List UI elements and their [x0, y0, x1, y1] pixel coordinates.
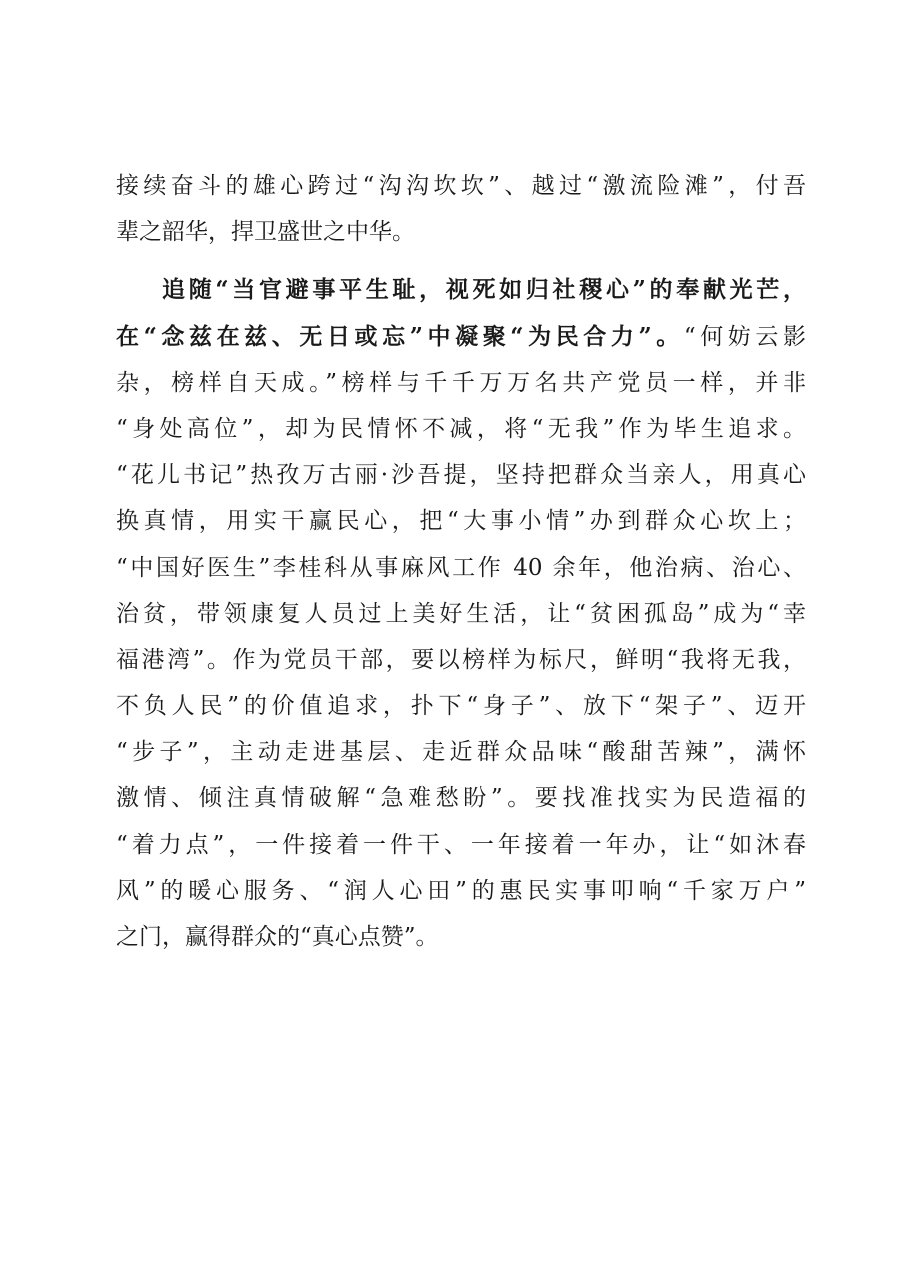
paragraph-line: 杂，榜样自天成。”榜样与千千万万名共产党员一样，并非 — [116, 369, 806, 396]
document-body — [116, 163, 806, 960]
paragraph-line: 激情、倾注真情破解“急难愁盼”。要找准找实为民造福的 — [116, 785, 806, 812]
paragraph-line: 辈之韶华，捍卫盛世之中华。 — [116, 219, 415, 246]
paragraph-line: 接续奋斗的雄心跨过“沟沟坎坎”、越过“激流险滩”，付吾 — [116, 173, 806, 199]
paragraph-line: “花儿书记”热孜万古丽·沙吾提，坚持把群众当亲人，用真心 — [116, 462, 806, 489]
paragraph-line: “身处高位”，却为民情怀不减，将“无我”作为毕生追求。 — [116, 415, 806, 442]
paragraph-line: 之门，赢得群众的“真心点赞”。 — [116, 924, 439, 950]
paragraph-inline-text: “何妨云影 — [683, 323, 806, 350]
paragraph-line: 换真情，用实干赢民心，把“大事小情”办到群众心坎上； — [116, 508, 806, 535]
paragraph-line: 治贫，带领康复人员过上美好生活，让“贫困孤岛”成为“幸 — [116, 600, 806, 627]
paragraph-line: “中国好医生”李桂科从事麻风工作 40 余年，他治病、治心、 — [116, 554, 806, 581]
paragraph-line: 风”的暖心服务、“润人心田”的惠民实事叩响“千家万户” — [116, 877, 806, 904]
paragraph-gap — [116, 255, 806, 267]
paragraph-line: 不负人民”的价值追求，扑下“身子”、放下“架子”、迈开 — [116, 693, 806, 720]
paragraph-line: “步子”，主动走进基层、走近群众品味“酸甜苦辣”，满怀 — [116, 739, 806, 766]
paragraph-line: 福港湾”。作为党员干部，要以榜样为标尺，鲜明“我将无我， — [116, 646, 806, 673]
paragraph-heading-line: 追随“当官避事平生耻，视死如归社稷心”的奉献光芒， — [162, 276, 806, 304]
paragraph-line: “着力点”，一件接着一件干、一年接着一年办，让“如沐春 — [116, 831, 806, 858]
paragraph-heading-text: 在“念兹在兹、无日或忘”中凝聚“为民合力”。 — [116, 322, 684, 350]
paragraph-heading-line-mixed — [116, 314, 806, 360]
